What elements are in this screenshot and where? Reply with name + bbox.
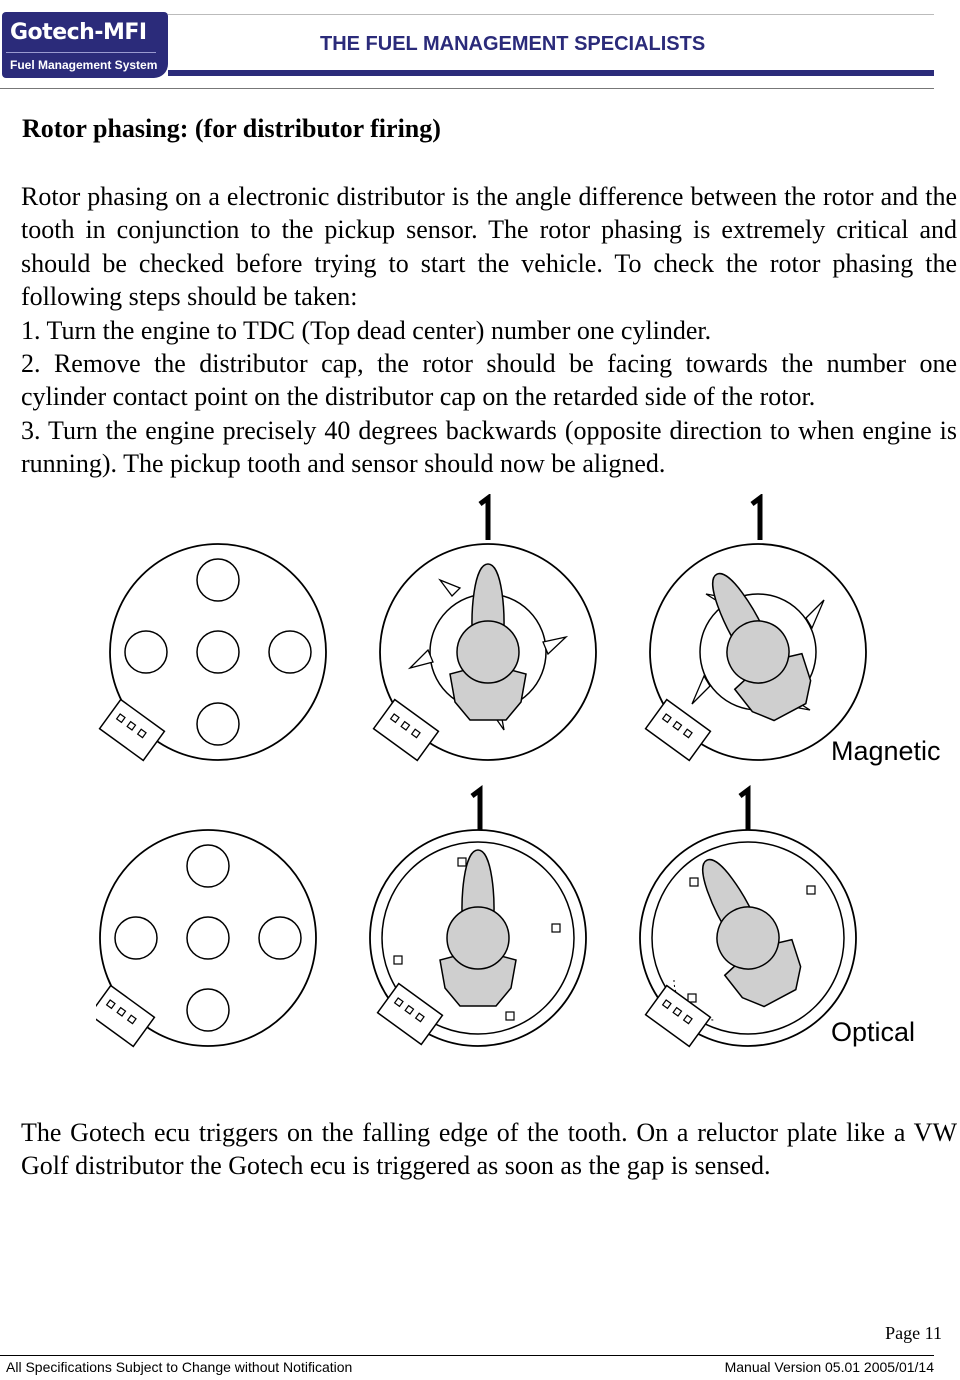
- rotor-diagram-optical-tdc: [640, 790, 856, 1046]
- footer-disclaimer: All Specifications Subject to Change without Notification: [6, 1359, 353, 1375]
- magnetic-label: Magnetic: [831, 736, 941, 766]
- header-tagline: THE FUEL MANAGEMENT SPECIALISTS: [320, 33, 706, 55]
- intro-paragraph: Rotor phasing on a electronic distributor is the angle difference between the rotor and the tooth in conjunction to the pickup sensor. The rotor phasing is extremely critical and should be checked before trying to start the vehicle. To check the rotor phasing the following steps should be taken:: [21, 182, 957, 312]
- step-2: 2. Remove the distributor cap, the rotor should be facing towards the number one cylinder contact point on the distributor cap on the retarded side of the rotor.: [21, 349, 957, 412]
- intro-text: [21, 180, 957, 481]
- rotor-phasing-figure: [96, 494, 960, 1074]
- logo-divider: [6, 52, 156, 53]
- distributor-diagrams: [96, 494, 960, 1074]
- optical-label: Optical: [831, 1017, 916, 1047]
- logo-brand-text: Gotech-MFI: [10, 20, 147, 45]
- step-1: 1. Turn the engine to TDC (Top dead center) number one cylinder.: [21, 315, 712, 345]
- header-bottom-rule: [0, 88, 934, 89]
- page-number: Page 11: [885, 1323, 942, 1343]
- cap-diagram-optical: [96, 830, 316, 1046]
- rotor-diagram-optical-aligned: [370, 790, 586, 1046]
- logo-subtitle: Fuel Management System: [10, 58, 158, 72]
- brand-logo: [2, 12, 168, 78]
- outro-text: [21, 1116, 957, 1183]
- footer-rule: [0, 1355, 934, 1356]
- outro-paragraph: The Gotech ecu triggers on the falling edge of the tooth. On a reluctor plate like a VW Golf distributor the Gotech ecu is triggered as soon as the gap is sensed.: [21, 1118, 957, 1181]
- footer-version: Manual Version 05.01 2005/01/14: [724, 1359, 934, 1375]
- step-3: 3. Turn the engine precisely 40 degrees backwards (opposite direction to when engine is running). The pickup tooth and sensor should now be aligned.: [21, 415, 957, 479]
- header-rule: [168, 70, 934, 76]
- cap-diagram-magnetic: [100, 544, 326, 760]
- rotor-diagram-magnetic-aligned: [374, 498, 596, 760]
- section-title: Rotor phasing: (for distributor firing): [22, 114, 441, 143]
- rotor-diagram-magnetic-tdc: [646, 498, 866, 760]
- header-top-rule: [168, 14, 934, 15]
